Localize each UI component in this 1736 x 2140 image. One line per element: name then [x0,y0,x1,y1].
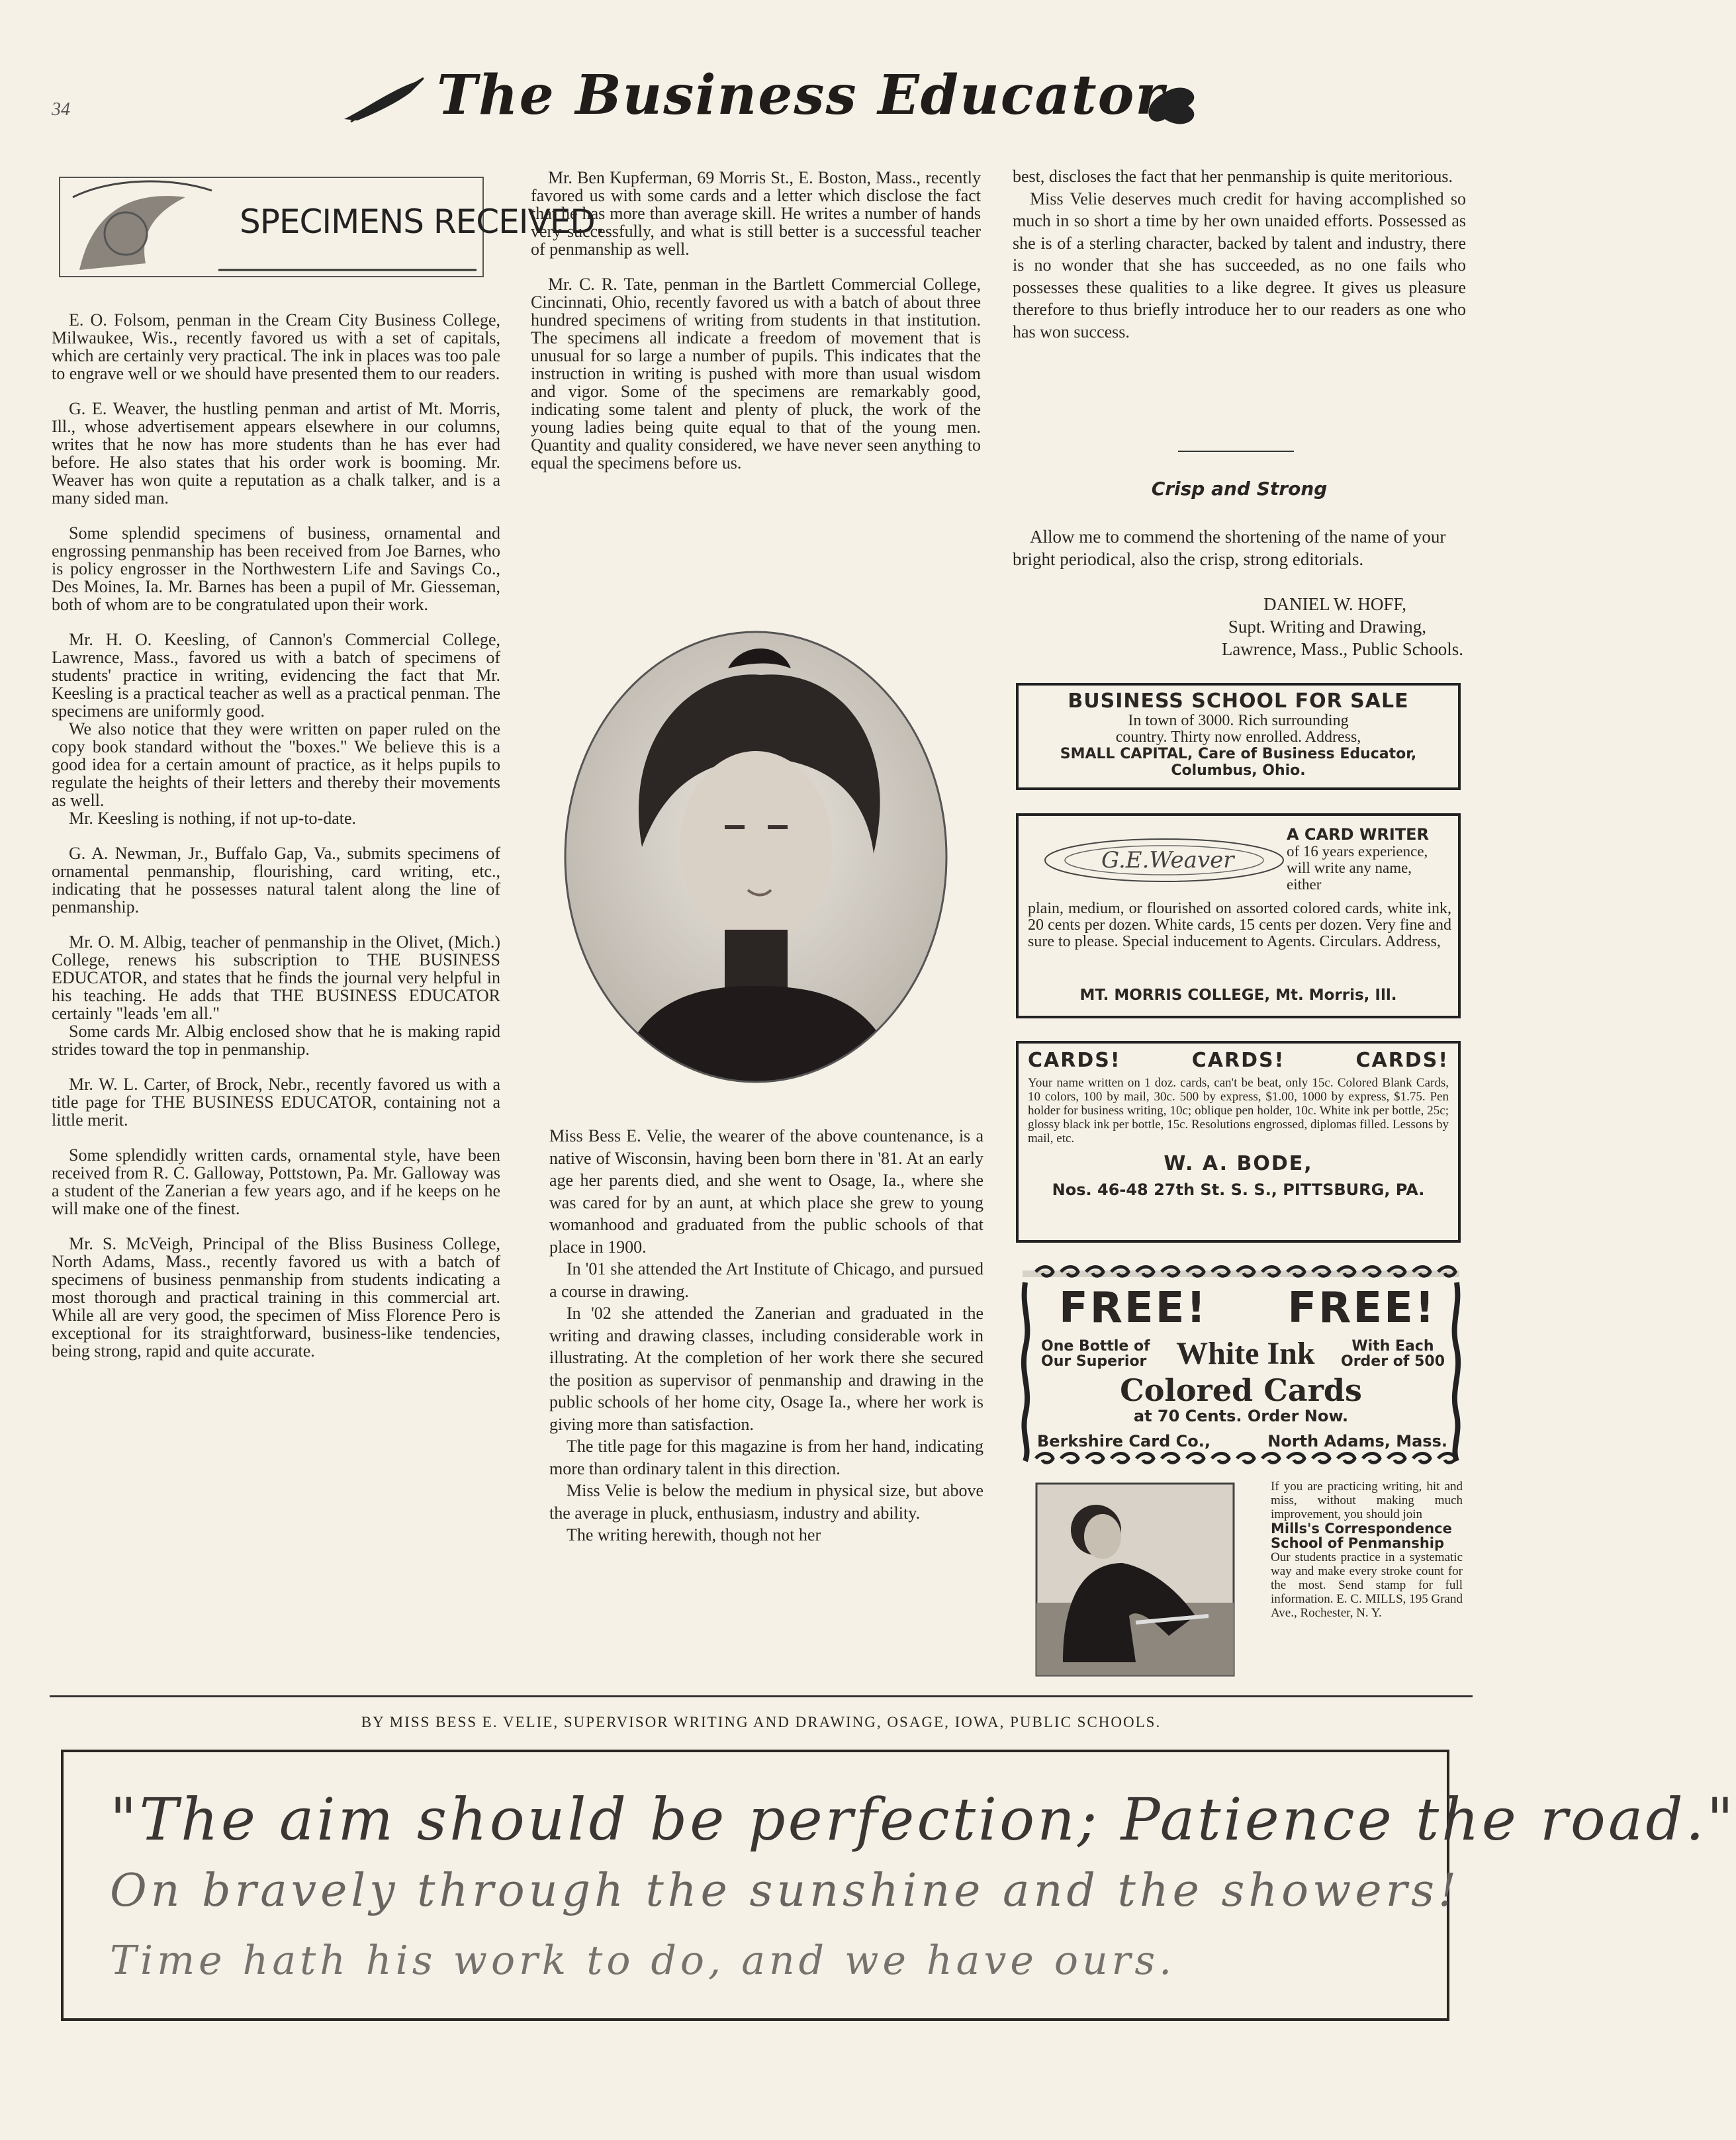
scroll-ornament [1111,1454,1128,1463]
scroll-ornament [1036,1454,1053,1463]
signature-text: G.E.Weaver [1101,847,1234,873]
script-line: Time hath his work to do, and we have ours. [110,1938,1176,1984]
cards-label: CARDS! [1355,1049,1449,1072]
col2-top [531,169,981,489]
bio-paragraph: Miss Velie deserves much credit for having accomplished so much in so short a time by her own unaided efforts. Possessed as she is of a sterling character, backed by talent and industry, there is no wonder that she has succeeded, as no one fails who possesses these qualities to a like degree. It gives us pleasure therefore to thus briefly introduce her to our readers as one who has won success. [1013,189,1466,341]
ad-card-writer [1016,813,1461,1018]
ad-line: Columbus, Ohio. [1171,762,1306,779]
colored-cards-label: Colored Cards [1120,1372,1362,1408]
script-line: On bravely through the sunshine and the showers! [110,1865,1461,1917]
scroll-ornament [1061,1454,1078,1463]
masthead-title: The Business Educator [437,64,1165,127]
ad-company: Berkshire Card Co., [1037,1432,1211,1450]
ad-line: country. Thirty now enrolled. Address, [1115,729,1361,746]
ad-line: Our Superior [1041,1353,1147,1370]
ad-line: One Bottle of [1041,1337,1150,1355]
ad-line: With Each [1351,1337,1434,1355]
ad-body: Our students practice in a systematic way and make every stroke count for the most. Send stamp for full information. E. C. MILLS, 195 Grand Ave., Rochester, N. Y. [1271,1550,1463,1620]
scroll-ornament [1162,1454,1179,1463]
page-number: 34 [52,99,70,120]
bio-paragraph: best, discloses the fact that her penmanship is quite meritorious. [1013,167,1453,186]
specimen-paragraph: Mr. W. L. Carter, of Brock, Nebr., recently favored us with a title page for THE BUSINESS EDUCATOR, containing not a little merit. [52,1075,500,1130]
specimen-paragraph: G. E. Weaver, the hustling penman and artist of Mt. Morris, Ill., whose advertisement appears elsewhere in our columns, writes that he now has more students than he has ever had before. He also states that his order work is booming. Mr. Weaver has won quite a reputation as a chalk talker, and is a many sided man. [52,399,500,508]
scroll-ornament [1312,1454,1330,1463]
white-ink-label: White Ink [1176,1336,1315,1371]
ad-footer: MT. MORRIS COLLEGE, Mt. Morris, Ill. [1079,987,1397,1004]
ad-intro: of 16 years experience, will write any name, either [1287,843,1428,893]
specimen-paragraph: We also notice that they were written on paper ruled on the copy book standard without the "boxes." We believe this is a good idea for a certain amount of practice, as it helps pupils to regulate the heights of their letters and thereby their movements as well. [52,719,500,810]
scroll-ornament [1363,1454,1380,1463]
ad-body: plain, medium, or flourished on assorted colored cards, white ink, 20 cents per dozen. White cards, 15 cents per dozen. Very fine and sure to please. Special inducement to Agents. Circulars. Address, [1028,900,1451,950]
scroll-ornament [1287,1454,1304,1463]
scroll-ornament [1237,1454,1254,1463]
divider [50,1695,1473,1697]
cards-label: CARDS! [1191,1049,1285,1072]
specimen-paragraph: Mr. O. M. Albig, teacher of penmanship in the Olivet, (Mich.) College, renews his subscription to THE BUSINESS EDUCATOR, and states that he finds the journal very helpful in his teaching. He adds that THE BUSINESS EDUCATOR certainly "leads 'em all." [52,932,500,1023]
velie-biography [549,1125,983,1546]
signer-title: Supt. Writing and Drawing, [1228,617,1426,637]
signer-name: DANIEL W. HOFF, [1263,594,1406,614]
specimens-heading: SPECIMENS RECEIVED. [240,202,605,241]
specimens-column [52,311,500,1377]
ad-line: Order of 500 [1341,1353,1445,1370]
free-label: FREE! [1287,1284,1436,1333]
ad-free-ink [1016,1263,1466,1468]
bio-paragraph: In '01 she attended the Art Institute of Chicago, and pursued a course in drawing. [549,1259,983,1301]
cards-label: CARDS! [1028,1049,1121,1072]
specimen-paragraph: Mr. Keesling is nothing, if not up-to-date. [69,809,357,828]
signer-place: Lawrence, Mass., Public Schools. [1221,639,1463,659]
ad-name: W. A. BODE, [1164,1152,1313,1175]
bio-paragraph: Miss Velie is below the medium in physical size, but above the average in pluck, enthusiasm, industry and ability. [549,1481,983,1523]
scroll-ornament [1086,1454,1103,1463]
specimen-paragraph: Some splendid specimens of business, ornamental and engrossing penmanship has been received from Joe Barnes, who is policy engrosser in the Northwestern Life and Savings Co., Des Moines, Ia. Mr. Barnes has been a pupil of Mr. Giesseman, both of whom are to be congratulated upon their work. [52,523,500,614]
scroll-ornament [1136,1454,1154,1463]
bio-paragraph: Miss Bess E. Velie, the wearer of the above countenance, is a native of Wisconsin, having been born there in '81. At an early age her parents died, and she went to Osage, Ia., where she was cared for by an aunt, at which place she grew to young womanhood and graduated from the public schools of that place in 1900. [549,1126,983,1257]
ad-line: SMALL CAPITAL, Care of Business Educator, [1060,746,1417,762]
specimen-paragraph: G. A. Newman, Jr., Buffalo Gap, Va., submits specimens of ornamental penmanship, flourishing, card writing, etc., indicating that he possesses natural talent along the line of penmanship. [52,844,500,916]
ad-heading: BUSINESS SCHOOL FOR SALE [1068,690,1409,713]
ad-intro: If you are practicing writing, hit and miss, without making much improvement, you should join [1271,1480,1463,1521]
ad-price: at 70 Cents. Order Now. [1133,1407,1349,1425]
divider [1178,451,1294,452]
ad-heading: Mills's Correspondence School of Penmanship [1271,1521,1452,1551]
ad-school-for-sale [1016,683,1461,790]
bio-paragraph: The title page for this magazine is from her hand, indicating more than ordinary talent in this direction. [549,1437,983,1478]
scroll-ornament [1413,1454,1430,1463]
crisp-signature [1013,593,1466,660]
signature-flourish [1038,830,1290,890]
scroll-ornament [1338,1454,1355,1463]
ad-mills [1271,1480,1463,1620]
specimen-paragraph: E. O. Folsom, penman in the Cream City Business College, Milwaukee, Wis., recently favored us with a set of capitals, which are certainly very practical. The ink in places was too pale to engrave well or we should have presented them to our readers. [52,310,500,383]
free-label: FREE! [1059,1284,1208,1333]
col3-top [1013,165,1466,343]
specimen-paragraph: Mr. Ben Kupferman, 69 Morris St., E. Boston, Mass., recently favored us with some cards and a letter which disclose the fact that he has more than average skill. He writes a number of hands very successfully, and what is still better is a successful teacher of penmanship as well. [531,168,981,259]
ad-cards [1016,1041,1461,1243]
ad-heading: A CARD WRITER [1287,825,1430,844]
portrait-photo [563,629,950,1085]
ad-body: Your name written on 1 doz. cards, can't be beat, only 15c. Colored Blank Cards, 10 colors, 100 by mail, 30c. 500 by express, $1.00, 1000 by express, $1.75. Pen holder for business writing, 10c; oblique pen holder, 10c. White ink per bottle, 25c; glossy black ink per bottle, 15c. Resolutions engrossed, diplomas filled. Lessons by mail, etc. [1028,1076,1449,1145]
specimen-paragraph: Some cards Mr. Albig enclosed show that he is making rapid strides toward the top in penmanship. [52,1022,500,1059]
scroll-ornament [1212,1454,1229,1463]
ad-address: Nos. 46-48 27th St. S. S., PITTSBURG, PA. [1052,1181,1425,1199]
script-line: "The aim should be perfection; Patience the road." [110,1785,1736,1853]
crisp-text: Allow me to commend the shortening of the name of your bright periodical, also the crisp, strong editorials. [1013,527,1446,569]
specimen-paragraph: Mr. C. R. Tate, penman in the Bartlett Commercial College, Cincinnati, Ohio, recently favored us with a batch of about three hundred specimens of writing from students in that institution. The specimens all indicate a freedom of movement that is unusual for so large a number of pupils. This indicates that the instruction in writing is pushed with more than usual wisdom and vigor. Some of the specimens are remarkably good, indicating some talent and plenty of pluck, the work of the young ladies being quite equal to that of the young men. Quantity and quality considered, we have never seen anything to equal the specimens before us. [531,275,981,472]
specimen-paragraph: Some splendidly written cards, ornamental style, have been received from R. C. Galloway, Pottstown, Pa. Mr. Galloway was a student of the Zanerian a few years ago, and if he keeps on he will make one of the finest. [52,1145,500,1218]
mills-photo [1036,1484,1234,1675]
byline: BY MISS BESS E. VELIE, SUPERVISOR WRITING AND DRAWING, OSAGE, IOWA, PUBLIC SCHOOLS. [361,1714,1162,1730]
scroll-ornament [1187,1454,1204,1463]
penmanship-specimen [61,1750,1736,2021]
specimen-paragraph: Mr. H. O. Keesling, of Cannon's Commercial College, Lawrence, Mass., favored us with a batch of specimens of students' practice in writing, evidencing the fact that Mr. Keesling is a practical teacher as well as a practical penman. The specimens are uniformly good. [52,630,500,721]
scroll-ornament [1388,1454,1405,1463]
bio-paragraph: The writing herewith, though not her [567,1525,821,1544]
scroll-ornament [1438,1454,1455,1463]
crisp-heading: Crisp and Strong [1151,478,1328,500]
ad-line: In town of 3000. Rich surrounding [1128,712,1349,729]
scroll-ornament [1262,1454,1279,1463]
ad-city: North Adams, Mass. [1267,1432,1447,1450]
specimen-paragraph: Mr. S. McVeigh, Principal of the Bliss Business College, North Adams, Mass., recently favored us with a batch of specimens of business penmanship from students indicating a most thorough and practical training in this commercial art. While all are very good, the specimen of Miss Florence Pero is exceptional for its straightforward, business-like tendencies, being strong, rapid and quite accurate. [52,1234,500,1360]
bio-paragraph: In '02 she attended the Zanerian and graduated in the writing and drawing classes, including considerable work in illustrating. At the completion of her work there she secured the position as supervisor of penmanship and drawing in the public schools of her home city, Osage Ia., where her work is giving more than satisfaction. [549,1304,983,1434]
